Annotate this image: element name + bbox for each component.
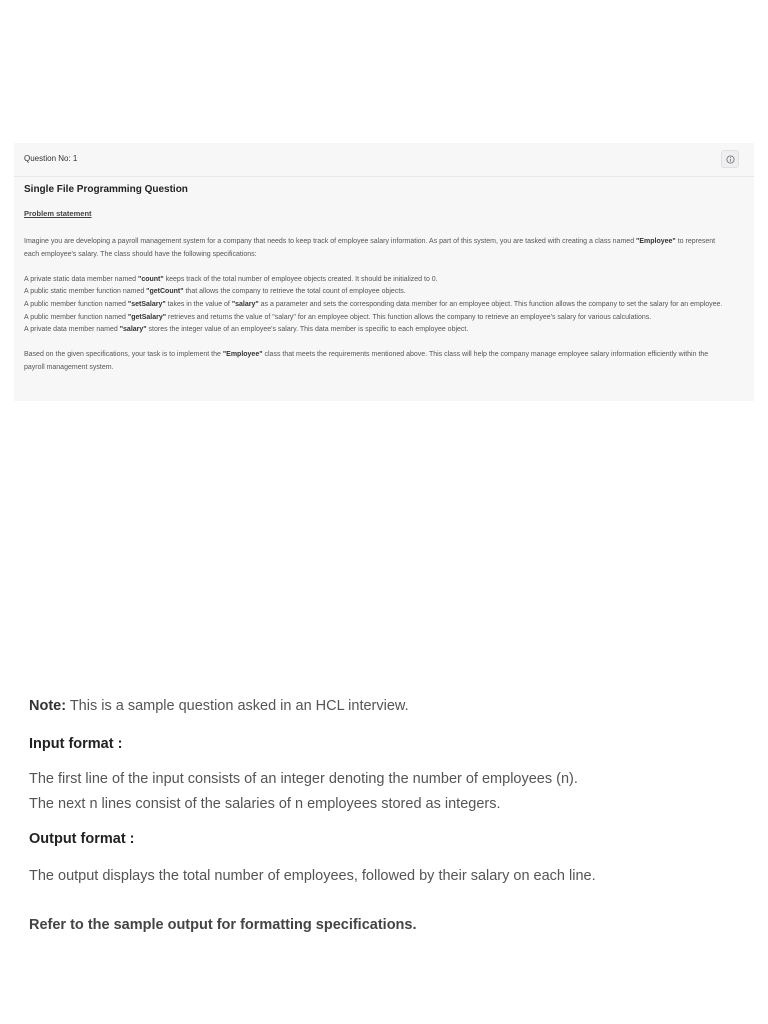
problem-statement-label: Problem statement (24, 209, 92, 218)
note-line: Note: This is a sample question asked in an HCL interview. (29, 698, 409, 714)
input-format-line-2: The next n lines consist of the salaries of n employees stored as integers. (29, 796, 501, 812)
spec-getsalary: A public member function named "getSalary" retrieves and returns the value of "salary" for an employee object. This function allows the company to retrieve an employee's salary for various calculations. (24, 313, 652, 321)
spec-count: A private static data member named "count" keeps track of the total number of employee objects created. It should be initialized to 0. (24, 275, 438, 283)
spec-salary: A private data member named "salary" stores the integer value of an employee's salary. This data member is specific to each employee object. (24, 326, 469, 334)
intro-paragraph: Imagine you are developing a payroll management system for a company that needs to keep track of employee salary information. As part of this system, you are tasked with creating a class named "Employee" to represent each employee's salary. The class should have the following specifications: (24, 238, 716, 258)
refer-note: Refer to the sample output for formatting specifications. (29, 917, 417, 933)
output-format-heading: Output format : (29, 831, 135, 847)
question-number: Question No: 1 (24, 154, 78, 163)
output-format-line-1: The output displays the total number of employees, followed by their salary on each line. (29, 868, 596, 884)
question-header (14, 143, 754, 177)
question-title: Single File Programming Question (24, 184, 188, 195)
info-icon (726, 155, 735, 164)
question-card (14, 143, 754, 401)
spec-getcount: A public static member function named "getCount" that allows the company to retrieve the total count of employee objects. (24, 288, 406, 296)
problem-statement-text (24, 236, 724, 375)
input-format-heading: Input format : (29, 736, 123, 752)
closing-paragraph: Based on the given specifications, your task is to implement the "Employee" class that meets the requirements mentioned above. This class will help the company manage employee salary information efficiently within the payroll management system. (24, 351, 709, 371)
spec-setsalary: A public member function named "setSalary" takes in the value of "salary" as a parameter and sets the corresponding data member for an employee object. This function allows the company to set the salary for an employee. (24, 300, 723, 308)
info-button[interactable] (721, 150, 739, 168)
input-format-line-1: The first line of the input consists of an integer denoting the number of employees (n). (29, 771, 578, 787)
